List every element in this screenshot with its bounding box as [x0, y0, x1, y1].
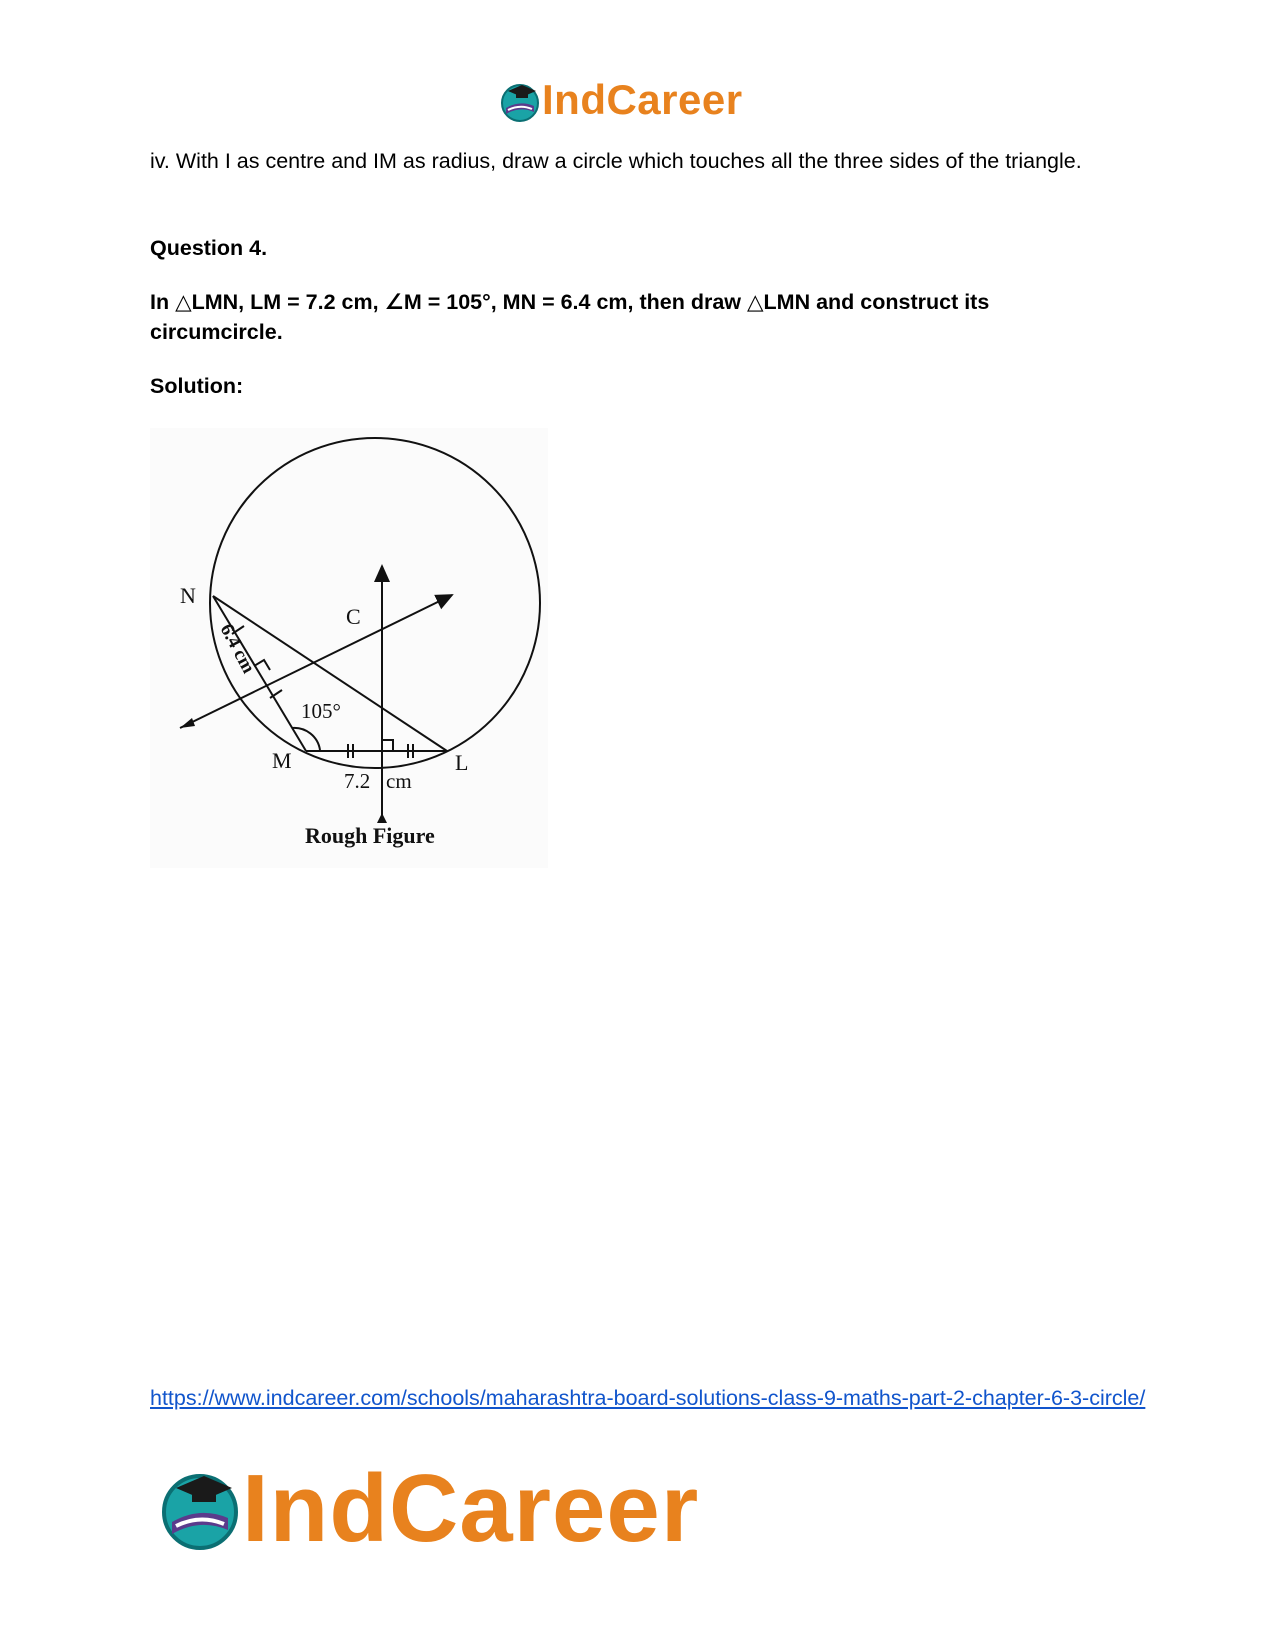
side-nl [213, 596, 447, 751]
angle-arc-m [292, 728, 320, 750]
footer-logo [160, 1455, 720, 1562]
label-angle: 105° [301, 699, 341, 723]
right-angle-mark-lm [382, 740, 393, 751]
logo-wordmark: IndCareer [542, 76, 743, 123]
question-text: In △LMN, LM = 7.2 cm, ∠M = 105°, MN = 6.4 cm, then draw △LMN and construct its circumcircle. [150, 290, 990, 344]
rough-figure [150, 428, 548, 868]
label-lm-value: 7.2 [344, 769, 371, 793]
source-link[interactable]: https://www.indcareer.com/schools/maharashtra-board-solutions-class-9-maths-part-2-chapter-6-3-circle/ [150, 1386, 1146, 1410]
label-lm-unit: cm [386, 769, 412, 793]
logo-wordmark: IndCareer [242, 1455, 700, 1562]
graduation-globe-icon [160, 1470, 240, 1550]
circumcircle-diagram [150, 428, 548, 868]
step-iv-text: iv. With I as centre and IM as radius, draw a circle which touches all the three sides of the triangle. [150, 149, 1082, 173]
header-logo [500, 76, 780, 128]
label-n: N [180, 583, 196, 608]
label-l: L [455, 750, 469, 775]
solution-heading: Solution: [150, 374, 244, 398]
question-heading: Question 4. [150, 236, 268, 260]
figure-caption: Rough Figure [305, 823, 435, 848]
graduation-globe-icon [500, 82, 540, 122]
label-mn-length: 6.4 cm [215, 620, 259, 677]
circumcircle [210, 438, 540, 768]
label-m: M [272, 748, 292, 773]
label-c: C [346, 604, 361, 629]
